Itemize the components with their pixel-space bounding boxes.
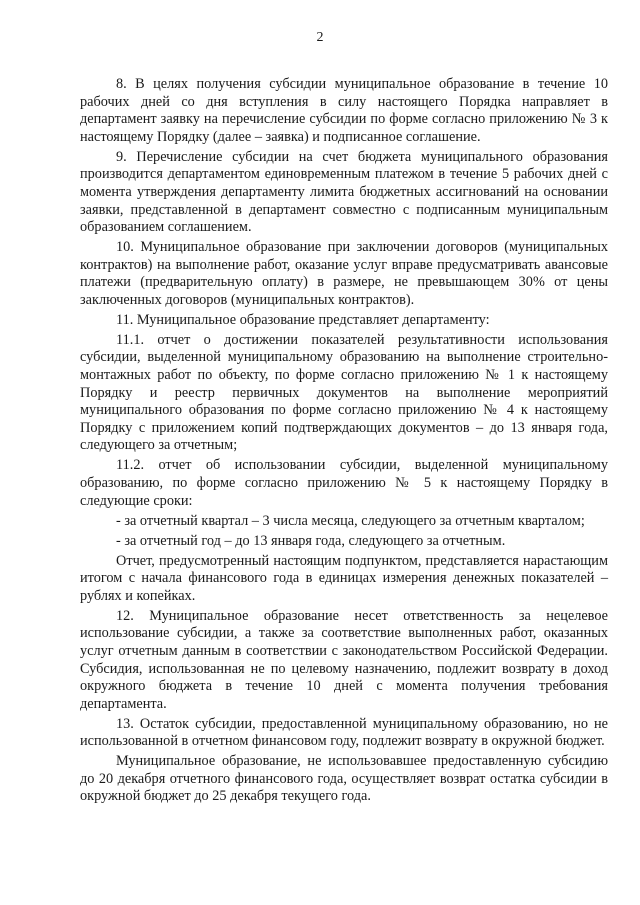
paragraph-9: 9. Перечисление субсидии на счет бюджета муниципального образования производится департаментом единовременным платежом в течение 5 рабочих дней с момента утверждения департаменту лимита бюджетных ассигнований на основании заявки, представленной в департамент совместно с подписанным муниципальным образованием соглашением. — [80, 148, 608, 236]
paragraph-11-1: 11.1. отчет о достижении показателей результативности использования субсидии, выделенной муниципальному образованию на выполнение строительно-монтажных работ по объекту, по форме согласно приложению № 1 к настоящему Порядку и реестр первичных документов на выполнение мероприятий муниципального образования по форме согласно приложению № 4 к настоящему Порядку с приложением копий подтверждающих документов – до 13 января года, следующего за отчетным; — [80, 331, 608, 454]
paragraph-11: 11. Муниципальное образование представляет департаменту: — [116, 311, 490, 328]
paragraph-report-note: Отчет, предусмотренный настоящим подпунктом, представляется нарастающим итогом с начала финансового года в единицах измерения денежных показателей – рублях и копейках. — [80, 552, 608, 604]
paragraph-11-2: 11.2. отчет об использовании субсидии, выделенной муниципальному образованию, по форме согласно приложению № 5 к настоящему Порядку в следующие сроки: — [80, 457, 608, 509]
list-item-quarter: - за отчетный квартал – 3 числа месяца, следующего за отчетным кварталом; — [116, 512, 585, 529]
paragraph-10: 10. Муниципальное образование при заключении договоров (муниципальных контрактов) на выполнение работ, оказание услуг вправе предусматривать авансовые платежи (предварительную оплату) в размере, не превышающем 30% от цены заключенных договоров (муниципальных контрактов). — [80, 239, 608, 308]
page-number: 2 — [316, 30, 324, 45]
list-item-year: - за отчетный год – до 13 января года, следующего за отчетным. — [116, 532, 506, 549]
paragraph-return-note: Муниципальное образование, не использовавшее предоставленную субсидию до 20 декабря отчетного финансового года, осуществляет возврат остатка субсидии в окружной бюджет до 25 декабря текущего года. — [80, 753, 608, 805]
document-body — [80, 76, 608, 808]
paragraph-8: 8. В целях получения субсидии муниципальное образование в течение 10 рабочих дней со дня вступления в силу настоящего Порядка направляет в департамент заявку на перечисление субсидии по форме согласно приложению № 3 к настоящему Порядку (далее – заявка) и подписанное соглашение. — [80, 76, 608, 145]
paragraph-12: 12. Муниципальное образование несет ответственность за нецелевое использование субсидии, а также за соответствие выполненных работ, оказанных услуг отчетным данным в соответствии с законодательством Российской Федерации. Субсидия, использованная не по целевому назначению, подлежит возврату в доход окружного бюджета в течение 10 дней с момента получения требования департамента. — [80, 607, 608, 712]
paragraph-13: 13. Остаток субсидии, предоставленной муниципальному образованию, но не использованной в отчетном финансовом году, подлежит возврату в окружной бюджет. — [80, 715, 608, 750]
